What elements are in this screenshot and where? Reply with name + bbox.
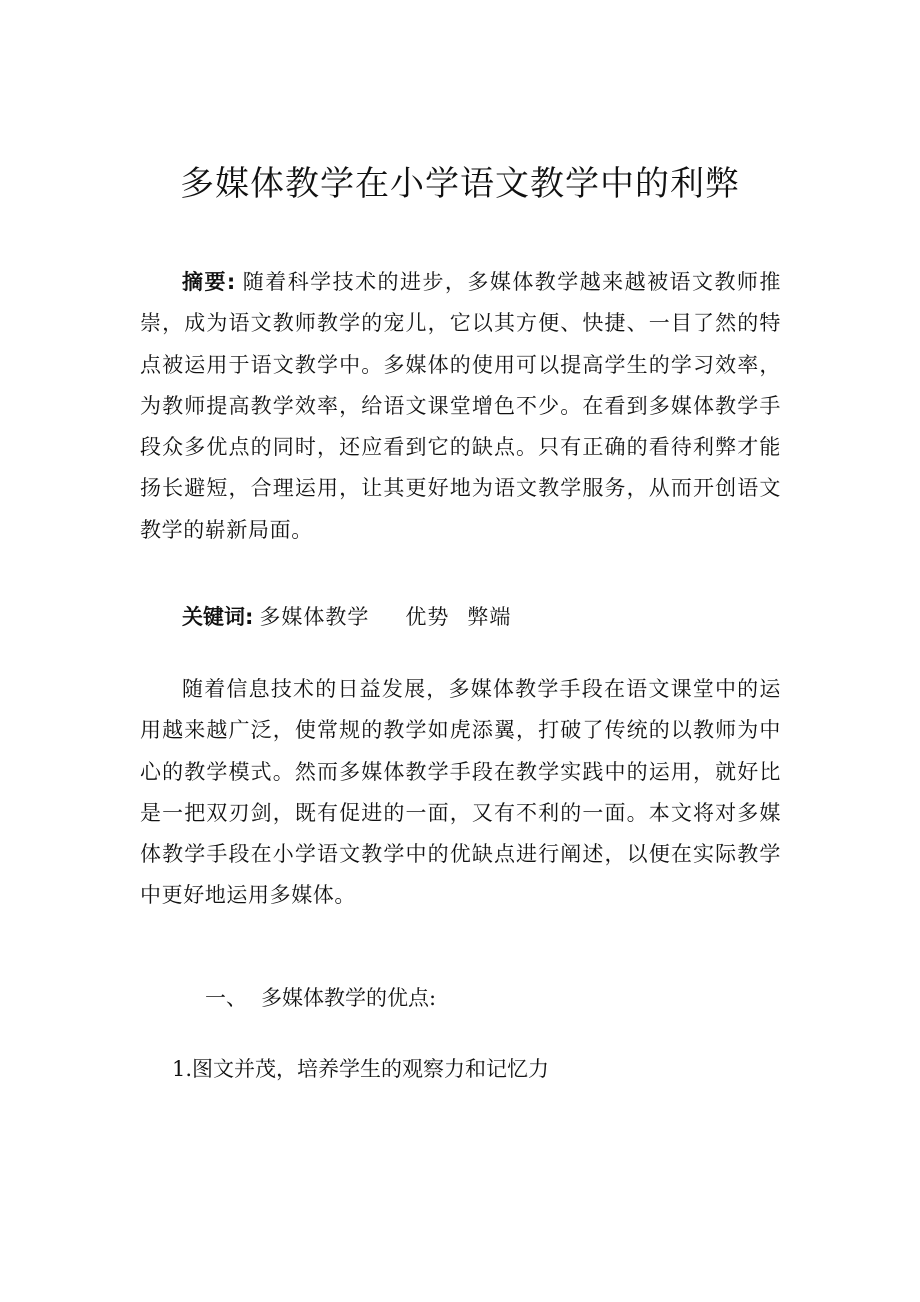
keyword-disadvantage: 弊端 bbox=[467, 605, 512, 629]
section-heading bbox=[205, 982, 436, 1014]
section-title: 多媒体教学的优点: bbox=[261, 986, 437, 1010]
keyword-advantage: 优势 bbox=[405, 605, 450, 629]
abstract-label: 摘要: bbox=[182, 270, 236, 294]
intro-paragraph: 随着信息技术的日益发展，多媒体教学手段在语文课堂中的运用越来越广泛，使常规的教学如虎添翼，打破了传统的以教师为中心的教学模式。然而多媒体教学手段在教学实践中的运用，就好比是一把双刃剑，既有促进的一面，又有不利的一面。本文将对多媒体教学手段在小学语文教学中的优缺点进行阐述，以便在实际教学中更好地运用多媒体。 bbox=[140, 677, 781, 908]
keyword-multimedia: 多媒体教学 bbox=[259, 605, 370, 629]
document-title: 多媒体教学在小学语文教学中的利弊 bbox=[180, 164, 740, 204]
subsection-heading: 1.图文并茂，培养学生的观察力和记忆力 bbox=[172, 1057, 550, 1081]
keywords-line bbox=[182, 601, 511, 633]
abstract-paragraph bbox=[140, 262, 781, 551]
abstract-text: 随着科学技术的进步，多媒体教学越来越被语文教师推崇，成为语文教师教学的宠儿，它以其方便、快捷、一目了然的特点被运用于语文教学中。多媒体的使用可以提高学生的学习效率，为教师提高教学效率，给语文课堂增色不少。在看到多媒体教学手段众多优点的同时，还应看到它的缺点。只有正确的看待利弊才能扬长避短，合理运用，让其更好地为语文教学服务，从而开创语文教学的崭新局面。 bbox=[140, 270, 781, 542]
section-number: 一、 bbox=[205, 986, 247, 1010]
keywords-label: 关键词: bbox=[182, 605, 254, 629]
